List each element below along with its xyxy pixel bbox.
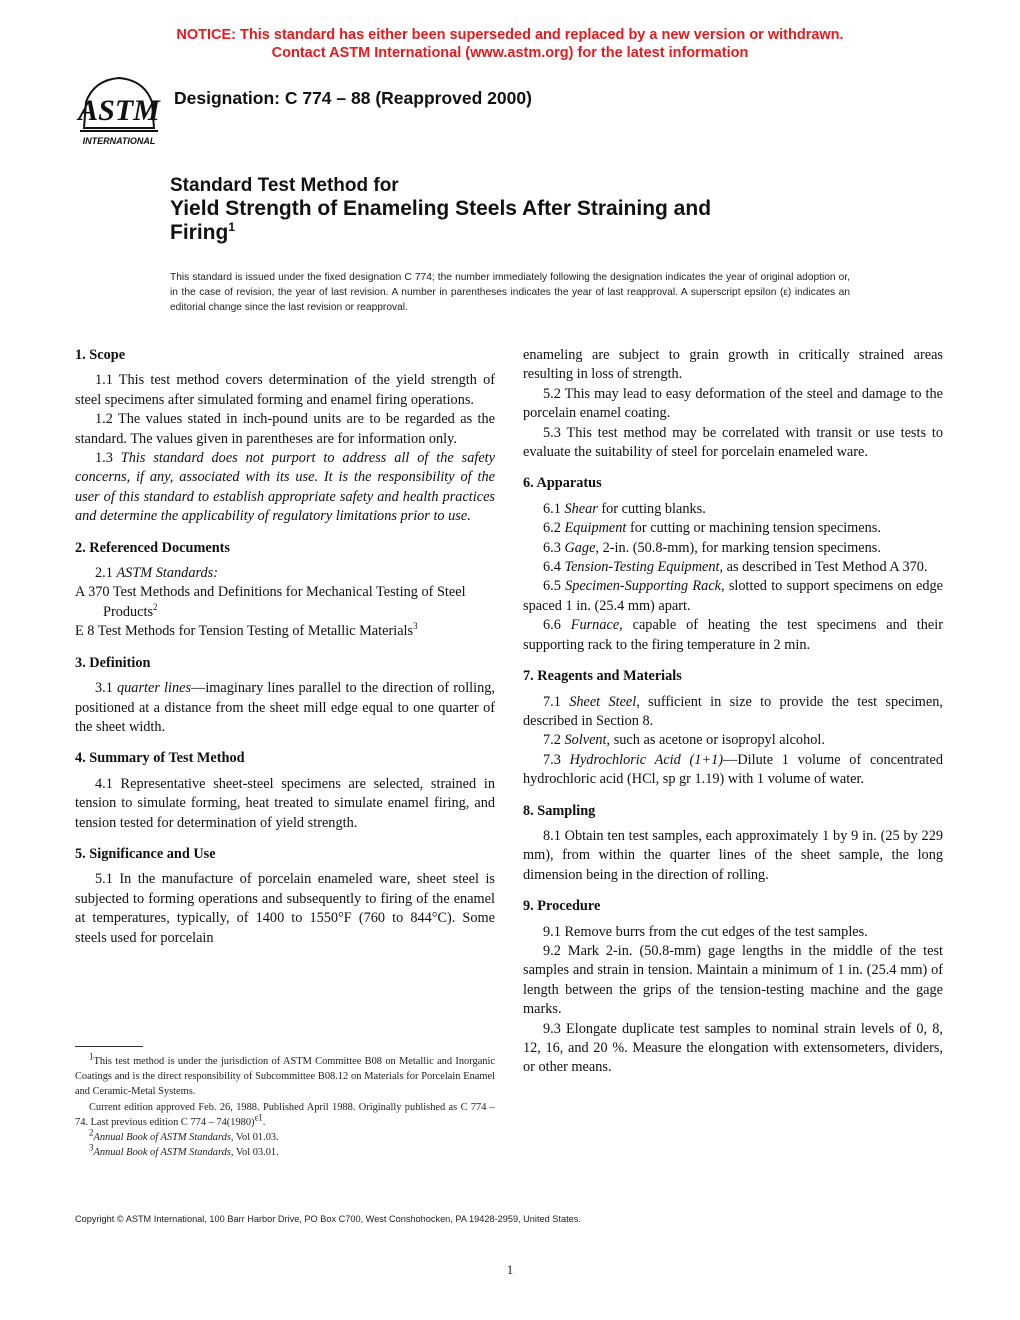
paragraph-number: 7.2 <box>543 732 565 749</box>
footnote-text: , Vol 03.01. <box>230 1147 279 1159</box>
designation: Designation: C 774 – 88 (Reapproved 2000) <box>174 88 532 108</box>
section-significance-continued <box>523 346 943 462</box>
title-line-3-text: Firing <box>170 221 229 244</box>
paragraph: enameling are subject to grain growth in critically strained areas resulting in loss of strength. <box>523 347 943 383</box>
astm-logo-icon <box>76 72 162 150</box>
paragraph-text: ASTM Standards: <box>116 565 218 582</box>
paragraph-number: 7.3 <box>543 751 570 768</box>
notice-line-1: NOTICE: This standard has either been superseded and replaced by a new version or withdrawn. <box>176 27 844 43</box>
paragraph <box>523 616 943 655</box>
section-heading: 1. Scope <box>75 347 126 363</box>
paragraph: 5.1 In the manufacture of porcelain enameled ware, sheet steel is subjected to forming operations and subsequently to firing of the enamel at temperatures, typically, of 1400 to 1550°F (760 to 844°C). Some steels used for porcelain <box>75 871 495 946</box>
item-term: Tension-Testing Equipment <box>564 559 720 576</box>
section-heading: 6. Apparatus <box>523 475 602 492</box>
footnote-publication: Annual Book of ASTM Standards <box>93 1147 231 1159</box>
footnote <box>75 1142 495 1160</box>
footnote-mark: 3 <box>89 1142 94 1153</box>
footnote-mark: 1 <box>89 1051 94 1062</box>
paragraph <box>523 558 943 577</box>
svg-text:INTERNATIONAL: INTERNATIONAL <box>82 136 156 146</box>
copyright: Copyright © ASTM International, 100 Barr Harbor Drive, PO Box C700, West Conshohocken, PA 19428-2959, United States. <box>75 1214 581 1224</box>
item-term: Shear <box>564 500 598 517</box>
paragraph-text: , capable of heating the test specimens and their supporting rack to the firing temperature in 2 min. <box>523 617 943 653</box>
paragraph-number: 2.1 <box>95 565 117 582</box>
section-heading: 9. Procedure <box>523 898 601 915</box>
preamble: This standard is issued under the fixed designation C 774; the number immediately following the designation indicates the year of original adoption or, in the case of revision, the year of last revision. A number in parentheses indicates the year of last reapproval. A superscript epsilon (ε) indicates an editorial change since the last revision or reapproval. <box>170 272 850 313</box>
item-term: Equipment <box>564 520 627 537</box>
paragraph-number: 6.5 <box>543 578 566 595</box>
section-apparatus <box>523 474 943 655</box>
title-footnote-mark: 1 <box>228 220 236 234</box>
paragraph <box>75 564 495 583</box>
paragraph-number: 6.2 <box>543 520 565 537</box>
document-title <box>170 175 890 245</box>
footnote <box>75 1051 495 1100</box>
reference-text: E 8 Test Methods for Tension Testing of Metallic Materials <box>75 623 414 640</box>
right-column <box>523 346 943 1090</box>
section-referenced-documents <box>75 539 495 642</box>
paragraph-text: , such as acetone or isopropyl alcohol. <box>606 732 825 749</box>
paragraph-text: for cutting or machining tension specimens. <box>626 520 881 537</box>
footnote-text-end: . <box>262 1116 266 1128</box>
paragraph-text: , sufficient in size to provide the test specimen, described in Section 8. <box>523 693 943 729</box>
paragraph-text: —Dilute 1 volume of concentrated hydrochloric acid (HCl, sp gr 1.19) with 1 volume of water. <box>523 751 943 788</box>
notice-line-2: Contact ASTM International (www.astm.org) for the latest information <box>271 45 749 61</box>
section-reagents <box>523 667 943 789</box>
footnote-mark: 2 <box>153 602 158 613</box>
section-definition <box>75 654 495 738</box>
footnote <box>75 1100 495 1130</box>
paragraph-text: —imaginary lines parallel to the direction of rolling, positioned at a distance from the sheet mill edge equal to one quarter of the sheet width. <box>75 680 495 735</box>
item-term: Furnace <box>570 617 620 634</box>
paragraph-number: 6.3 <box>543 539 565 556</box>
item-term: Specimen-Supporting Rack <box>565 578 722 595</box>
section-heading: 2. Referenced Documents <box>75 539 230 556</box>
paragraph: 5.2 This may lead to easy deformation of the steel and damage to the porcelain enamel coating. <box>523 385 943 422</box>
paragraph-number: 6.6 <box>543 617 571 634</box>
notice-banner <box>0 26 1020 62</box>
item-term: Sheet Steel <box>569 693 637 710</box>
defined-term: quarter lines <box>117 680 192 697</box>
footnote-mark: 3 <box>413 621 418 632</box>
section-sampling <box>523 802 943 886</box>
paragraph: 9.2 Mark 2-in. (50.8-mm) gage lengths in the middle of the test samples and strain in tension. Maintain a minimum of 1 in. (25.4 mm) of length between the grips of the tension-testing machine and the gage marks. <box>523 942 943 1018</box>
page-number: 1 <box>506 1262 514 1277</box>
reference-item <box>75 583 495 622</box>
item-term: Solvent <box>564 732 607 749</box>
paragraph: 9.1 Remove burrs from the cut edges of the test samples. <box>543 923 868 940</box>
paragraph <box>523 519 943 538</box>
svg-text:ASTM: ASTM <box>78 94 160 127</box>
section-significance <box>75 845 495 948</box>
title-line-1: Standard Test Method for <box>170 175 399 196</box>
paragraph-text: , as described in Test Method A 370. <box>719 559 928 576</box>
paragraph-text: , 2-in. (50.8-mm), for marking tension specimens. <box>595 539 881 556</box>
paragraph <box>75 679 495 737</box>
footnotes <box>75 1051 495 1160</box>
footnote-divider <box>75 1046 143 1047</box>
paragraph-text: This standard does not purport to address all of the safety concerns, if any, associated with its use. It is the responsibility of the user of this standard to establish appropriate safety and health practices and determine the applicability of regulatory limitations prior to use. <box>75 450 495 525</box>
footnote-publication: Annual Book of ASTM Standards <box>93 1132 231 1144</box>
footnote-text: Current edition approved Feb. 26, 1988. Published April 1988. Originally published as C 774 – 74. Last previous edition C 774 – 74(1980) <box>75 1101 495 1128</box>
paragraph <box>523 731 943 750</box>
footnote-text: This test method is under the jurisdiction of ASTM Committee B08 on Metallic and Inorganic Coatings and is the direct responsibility of Subcommittee B08.12 on Materials for Porcelain Enamel and Ceramic-Metal Systems. <box>75 1056 495 1098</box>
paragraph: 9.3 Elongate duplicate test samples to nominal strain levels of 0, 8, 12, 16, and 20 %. Measure the elongation with extensometers, dividers, or other means. <box>523 1020 943 1076</box>
paragraph <box>523 500 943 519</box>
left-column <box>75 346 495 960</box>
section-heading: 7. Reagents and Materials <box>523 668 682 685</box>
paragraph-number: 6.4 <box>543 559 565 576</box>
paragraph-number: 6.1 <box>543 500 565 517</box>
title-line-2: Yield Strength of Enameling Steels After Straining and <box>170 197 712 220</box>
paragraph <box>75 449 495 527</box>
footnote-text: , Vol 01.03. <box>230 1132 279 1144</box>
paragraph: 1.1 This test method covers determination of the yield strength of steel specimens after simulated forming and enamel firing operations. <box>75 372 495 408</box>
paragraph <box>523 693 943 732</box>
paragraph <box>523 539 943 558</box>
section-heading: 3. Definition <box>75 654 151 671</box>
section-procedure <box>523 897 943 1078</box>
footnote-mark: ε1 <box>254 1112 263 1123</box>
paragraph: 5.3 This test method may be correlated with transit or use tests to evaluate the suitability of steel for porcelain enameled ware. <box>523 424 943 461</box>
paragraph <box>523 577 943 616</box>
reference-text: A 370 Test Methods and Definitions for Mechanical Testing of Steel Products <box>75 584 466 620</box>
section-scope <box>75 346 495 527</box>
item-term: Hydrochloric Acid (1+1) <box>569 751 724 768</box>
paragraph-text: for cutting blanks. <box>597 500 706 517</box>
section-heading: 8. Sampling <box>523 802 596 819</box>
paragraph: 1.2 The values stated in inch-pound units are to be regarded as the standard. The values given in parentheses are for information only. <box>75 411 495 447</box>
paragraph-number: 7.1 <box>543 693 570 710</box>
paragraph-number: 3.1 <box>95 680 117 697</box>
item-term: Gage <box>564 539 596 556</box>
paragraph: 8.1 Obtain ten test samples, each approximately 1 by 9 in. (25 by 229 mm), from within the quarter lines of the sheet sample, the long dimension being in the direction of rolling. <box>523 827 943 883</box>
title-line-3 <box>170 221 890 245</box>
section-summary <box>75 749 495 833</box>
paragraph <box>523 751 943 790</box>
paragraph-number: 1.3 <box>95 450 121 467</box>
reference-item <box>75 622 495 641</box>
section-heading: 5. Significance and Use <box>75 845 216 862</box>
footnote <box>75 1127 495 1145</box>
section-heading: 4. Summary of Test Method <box>75 750 245 767</box>
paragraph: 4.1 Representative sheet-steel specimens are selected, strained in tension to simulate forming, heat treated to simulate enamel firing, and tension tested for determination of yield strength. <box>75 775 495 831</box>
footnote-mark: 2 <box>89 1127 94 1138</box>
paragraph-text: , slotted to support specimens on edge spaced 1 in. (25.4 mm) apart. <box>523 578 943 614</box>
